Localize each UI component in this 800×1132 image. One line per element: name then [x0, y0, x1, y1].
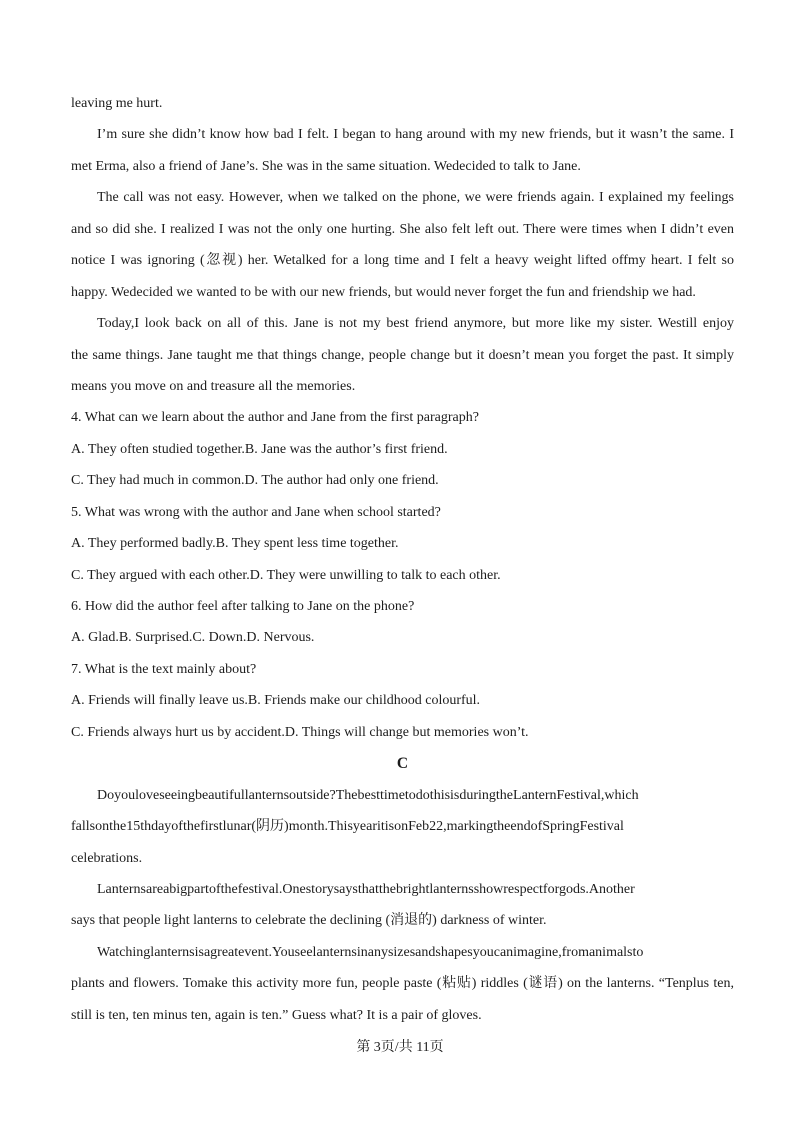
text-line: 5. What was wrong with the author and Jane when school started? — [71, 504, 441, 520]
text-line: C. Friends always hurt us by accident.D. Things will change but memories won’t. — [71, 724, 529, 740]
section-header: C — [396, 755, 409, 773]
text-line: plants and flowers. Tomake this activity more fun, people paste (粘贴) riddles (谜语) on the lanterns. “Tenplus ten, — [71, 976, 734, 992]
document-lines — [71, 88, 734, 1031]
text-line: 4. What can we learn about the author and Jane from the first paragraph? — [71, 410, 479, 426]
text-line: Doyouloveseeingbeautifullanternsoutside?ThebesttimetodothisisduringtheLanternFestival,which — [97, 787, 639, 803]
page-number: 第 3页/共 11页 — [356, 1040, 444, 1055]
text-line: and so did she. I realized I was not the only one hurting. She also felt left out. There were times when I didn’t even — [71, 221, 734, 237]
text-line: happy. Wedecided we wanted to be with our new friends, but would never forget the fun and friendship we had. — [71, 284, 696, 300]
text-line: A. Glad.B. Surprised.C. Down.D. Nervous. — [71, 630, 315, 646]
text-line: I’m sure she didn’t know how bad I felt. I began to hang around with my new friends, but it wasn’t the same. I — [97, 127, 734, 143]
text-line: Today,I look back on all of this. Jane is not my best friend anymore, but more like my sister. Westill enjoy — [97, 316, 734, 332]
text-line: 7. What is the text mainly about? — [71, 661, 257, 677]
text-line: notice I was ignoring (忽视) her. Wetalked for a long time and I felt a heavy weight lifted offmy heart. I felt so — [71, 253, 734, 269]
text-line: The call was not easy. However, when we talked on the phone, we were friends again. I explained my feelings — [97, 190, 734, 206]
text-line: A. Friends will finally leave us.B. Friends make our childhood colourful. — [71, 693, 481, 709]
text-line: says that people light lanterns to celebrate the declining (消退的) darkness of winter. — [71, 913, 547, 929]
text-line: still is ten, ten minus ten, again is ten.” Guess what? It is a pair of gloves. — [71, 1007, 482, 1023]
text-line: 6. How did the author feel after talking to Jane on the phone? — [71, 599, 415, 614]
text-line: A. They performed badly.B. They spent less time together. — [71, 536, 399, 552]
text-line: met Erma, also a friend of Jane’s. She was in the same situation. Wedecided to talk to Jane. — [71, 158, 581, 174]
text-line: the same things. Jane taught me that things change, people change but it doesn’t mean you forget the past. It simply — [71, 347, 734, 363]
text-line: A. They often studied together.B. Jane was the author’s first friend. — [71, 441, 448, 457]
text-line: Watchinglanternsisagreatevent.Youseelanternsinanysizesandshapesyoucanimagine,fromanimalsto — [97, 944, 644, 960]
text-line: leaving me hurt. — [71, 96, 163, 111]
text-line: C. They argued with each other.D. They were unwilling to talk to each other. — [71, 567, 501, 583]
text-line: C. They had much in common.D. The author had only one friend. — [71, 473, 439, 489]
text-line: Lanternsareabigpartofthefestival.Onestorysaysthatthebrightlanternsshowrespectforgods.Another — [97, 881, 635, 897]
text-line: fallsonthe15thdayofthefirstlunar(阴历)month.ThisyearitisonFeb22,markingtheendofSpringFestival — [71, 819, 624, 835]
text-line: celebrations. — [71, 850, 143, 866]
text-line: means you move on and treasure all the memories. — [71, 378, 356, 394]
